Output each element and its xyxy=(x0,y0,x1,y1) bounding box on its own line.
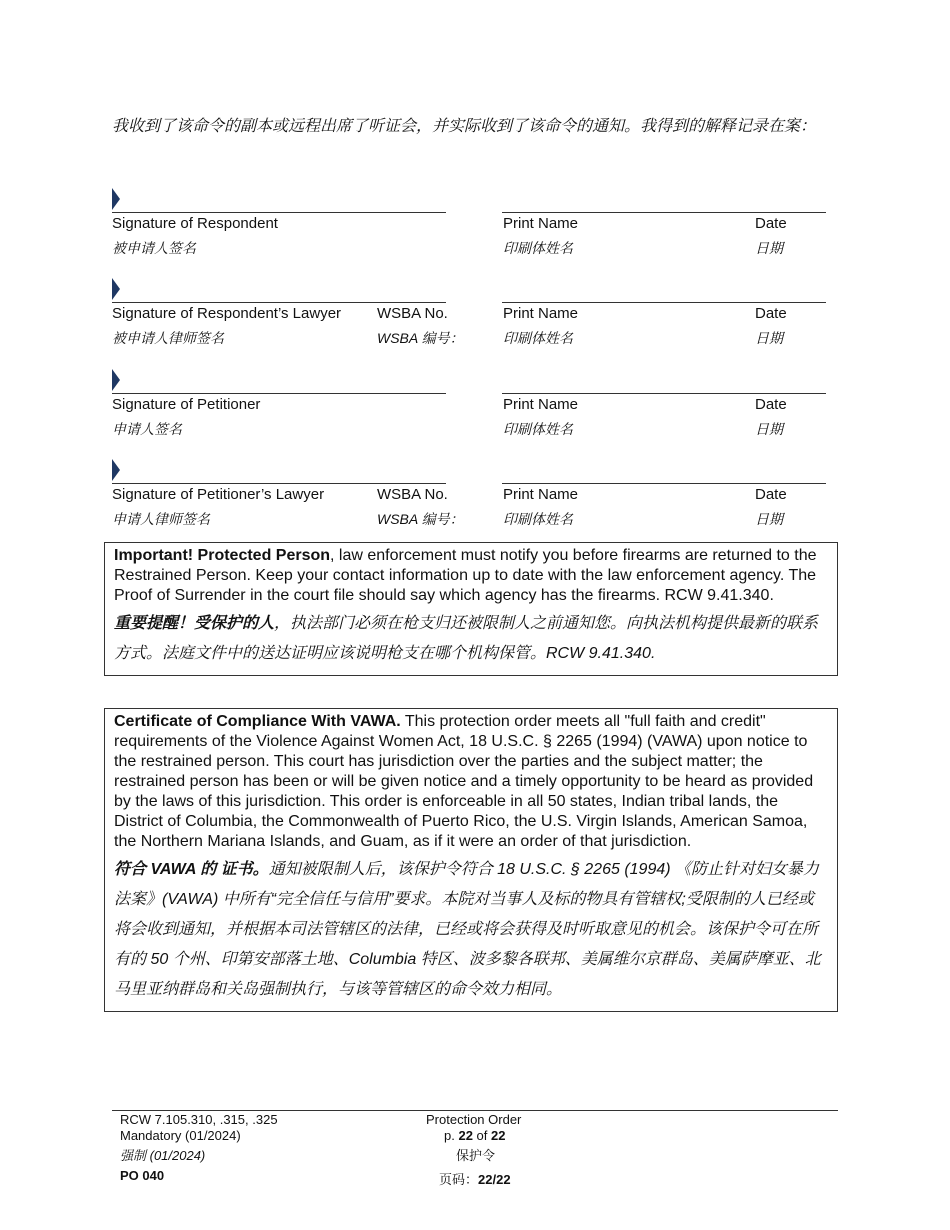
signature-block-respondent-lawyer xyxy=(0,278,950,358)
signature-line[interactable] xyxy=(112,302,446,303)
important-notice-cn xyxy=(114,609,828,669)
page-total: 22 xyxy=(491,1128,506,1143)
date-label-cn: 日期 xyxy=(755,240,783,256)
vawa-body-cn: 通知被限制人后，该保护令符合 18 U.S.C. § 2265 (1994) 《防止针对妇女暴力法案》(VAWA) 中所有“完全信任与信用”要求。本院对当事人及标的物具有管辖权;受限制的人已经或将会收到通知，并根据本司法管辖区的法律，已经或将会获得及时听取意见的机会。该保护令可在所有的 50 个州、印第安部落土地、Columbia 特区、波多黎各联邦、美属维尔京群岛、美属萨摩亚、北马里亚纳群岛和关岛强制执行，与该等管辖区的命令效力相同。 xyxy=(114,861,821,998)
signature-label-cn: 被申请人律师签名 xyxy=(112,330,224,346)
wsba-label-cn: WSBA 编号： xyxy=(377,511,464,527)
signature-label-cn: 被申请人签名 xyxy=(112,240,196,256)
signature-label: Signature of Petitioner’s Lawyer xyxy=(112,486,325,503)
print-name-label-cn: 印刷体姓名 xyxy=(503,240,573,256)
signature-label-cn: 申请人律师签名 xyxy=(112,511,210,527)
important-notice-en xyxy=(114,546,828,606)
vawa-heading-cn: 符合 VAWA 的 证书。 xyxy=(114,861,269,878)
footer-title-cn: 保护令 xyxy=(456,1148,496,1163)
vawa-body: This protection order meets all "full faith and credit" requirements of the Violence Against Women Act, 18 U.S.C. § 2265 (1994) (VAWA) upon notice to the restrained person. This court has jurisdiction over the parties and the subject matter; the restrained person has been or will be given notice and a timely opportunity to be heard as provided by the laws of this jurisdiction. This order is enforceable in all 50 states, Indian tribal lands, the District of Columbia, the Commonwealth of Puerto Rico, the U.S. Virgin Islands, American Samoa, the Northern Mariana Islands, and Guam, as if it were an order of that jurisdiction. xyxy=(114,713,814,850)
vawa-text-cn xyxy=(114,855,828,1005)
vawa-text-en xyxy=(114,712,828,852)
print-name-label: Print Name xyxy=(503,486,579,503)
sign-here-arrow-icon xyxy=(112,278,120,300)
signature-block-respondent xyxy=(0,188,950,268)
signature-line[interactable] xyxy=(112,483,446,484)
sign-here-arrow-icon xyxy=(112,459,120,481)
page-of: of xyxy=(472,1128,492,1143)
footer-mandatory-cn: 强制 (01/2024) xyxy=(120,1148,206,1163)
important-body-cn: ，执法部门必须在枪支归还被限制人之前通知您。向执法机构提供最新的联系方式。法庭文件中的送达证明应该说明枪支在哪个机构保管。RCW 9.41.340. xyxy=(114,615,819,662)
signature-label: Signature of Petitioner xyxy=(112,396,261,413)
vawa-heading: Certificate of Compliance With VAWA. xyxy=(114,713,401,730)
signature-label: Signature of Respondent’s Lawyer xyxy=(112,305,342,322)
sign-here-arrow-icon xyxy=(112,188,120,210)
wsba-label: WSBA No. xyxy=(377,486,448,503)
print-name-date-line[interactable] xyxy=(502,212,826,213)
footer-page-cn xyxy=(439,1172,511,1188)
footer-mandatory: Mandatory (01/2024) xyxy=(120,1128,241,1143)
page-number: 22 xyxy=(458,1128,473,1143)
footer-page xyxy=(444,1128,505,1144)
date-label-cn: 日期 xyxy=(755,421,783,437)
date-label-cn: 日期 xyxy=(755,511,783,527)
sign-here-arrow-icon xyxy=(112,369,120,391)
signature-block-petitioner xyxy=(0,369,950,449)
print-name-label: Print Name xyxy=(503,215,579,232)
respondent-acknowledgment-text: 我收到了该命令的副本或远程出席了听证会，并实际收到了该命令的通知。我得到的解释记录在案： xyxy=(112,118,817,135)
date-label: Date xyxy=(755,486,787,503)
important-protected-person-notice xyxy=(104,542,838,676)
print-name-label: Print Name xyxy=(503,396,579,413)
signature-line[interactable] xyxy=(112,393,446,394)
vawa-compliance-certificate xyxy=(104,708,838,1012)
date-label: Date xyxy=(755,396,787,413)
wsba-label-cn: WSBA 编号： xyxy=(377,330,464,346)
page-cn-number: 22/22 xyxy=(478,1172,511,1187)
wsba-label: WSBA No. xyxy=(377,305,448,322)
important-heading: Important! Protected Person xyxy=(114,547,331,564)
print-name-label-cn: 印刷体姓名 xyxy=(503,511,573,527)
important-heading-cn: 重要提醒！受保护的人 xyxy=(114,615,275,632)
print-name-date-line[interactable] xyxy=(502,483,826,484)
print-name-label: Print Name xyxy=(503,305,579,322)
page-prefix: p. xyxy=(444,1128,459,1143)
footer-form-id: PO 040 xyxy=(120,1168,165,1183)
print-name-date-line[interactable] xyxy=(502,302,826,303)
print-name-date-line[interactable] xyxy=(502,393,826,394)
print-name-label-cn: 印刷体姓名 xyxy=(503,330,573,346)
page-cn-prefix: 页码： xyxy=(439,1172,479,1187)
print-name-label-cn: 印刷体姓名 xyxy=(503,421,573,437)
date-label: Date xyxy=(755,305,787,322)
footer-rcw: RCW 7.105.310, .315, .325 xyxy=(120,1112,278,1127)
important-body: , law enforcement must notify you before firearms are returned to the Restrained Person. Keep your contact information up to date with the law enforcement agency. The Proof of Surrender in the court file should say which agency has the firearms. RCW 9.41.340. xyxy=(114,547,817,604)
signature-label: Signature of Respondent xyxy=(112,215,278,232)
signature-label-cn: 申请人签名 xyxy=(112,421,182,437)
signature-block-petitioner-lawyer xyxy=(0,459,950,539)
date-label: Date xyxy=(755,215,787,232)
signature-line[interactable] xyxy=(112,212,446,213)
footer-divider xyxy=(112,1110,838,1111)
footer-title: Protection Order xyxy=(426,1112,522,1127)
date-label-cn: 日期 xyxy=(755,330,783,346)
